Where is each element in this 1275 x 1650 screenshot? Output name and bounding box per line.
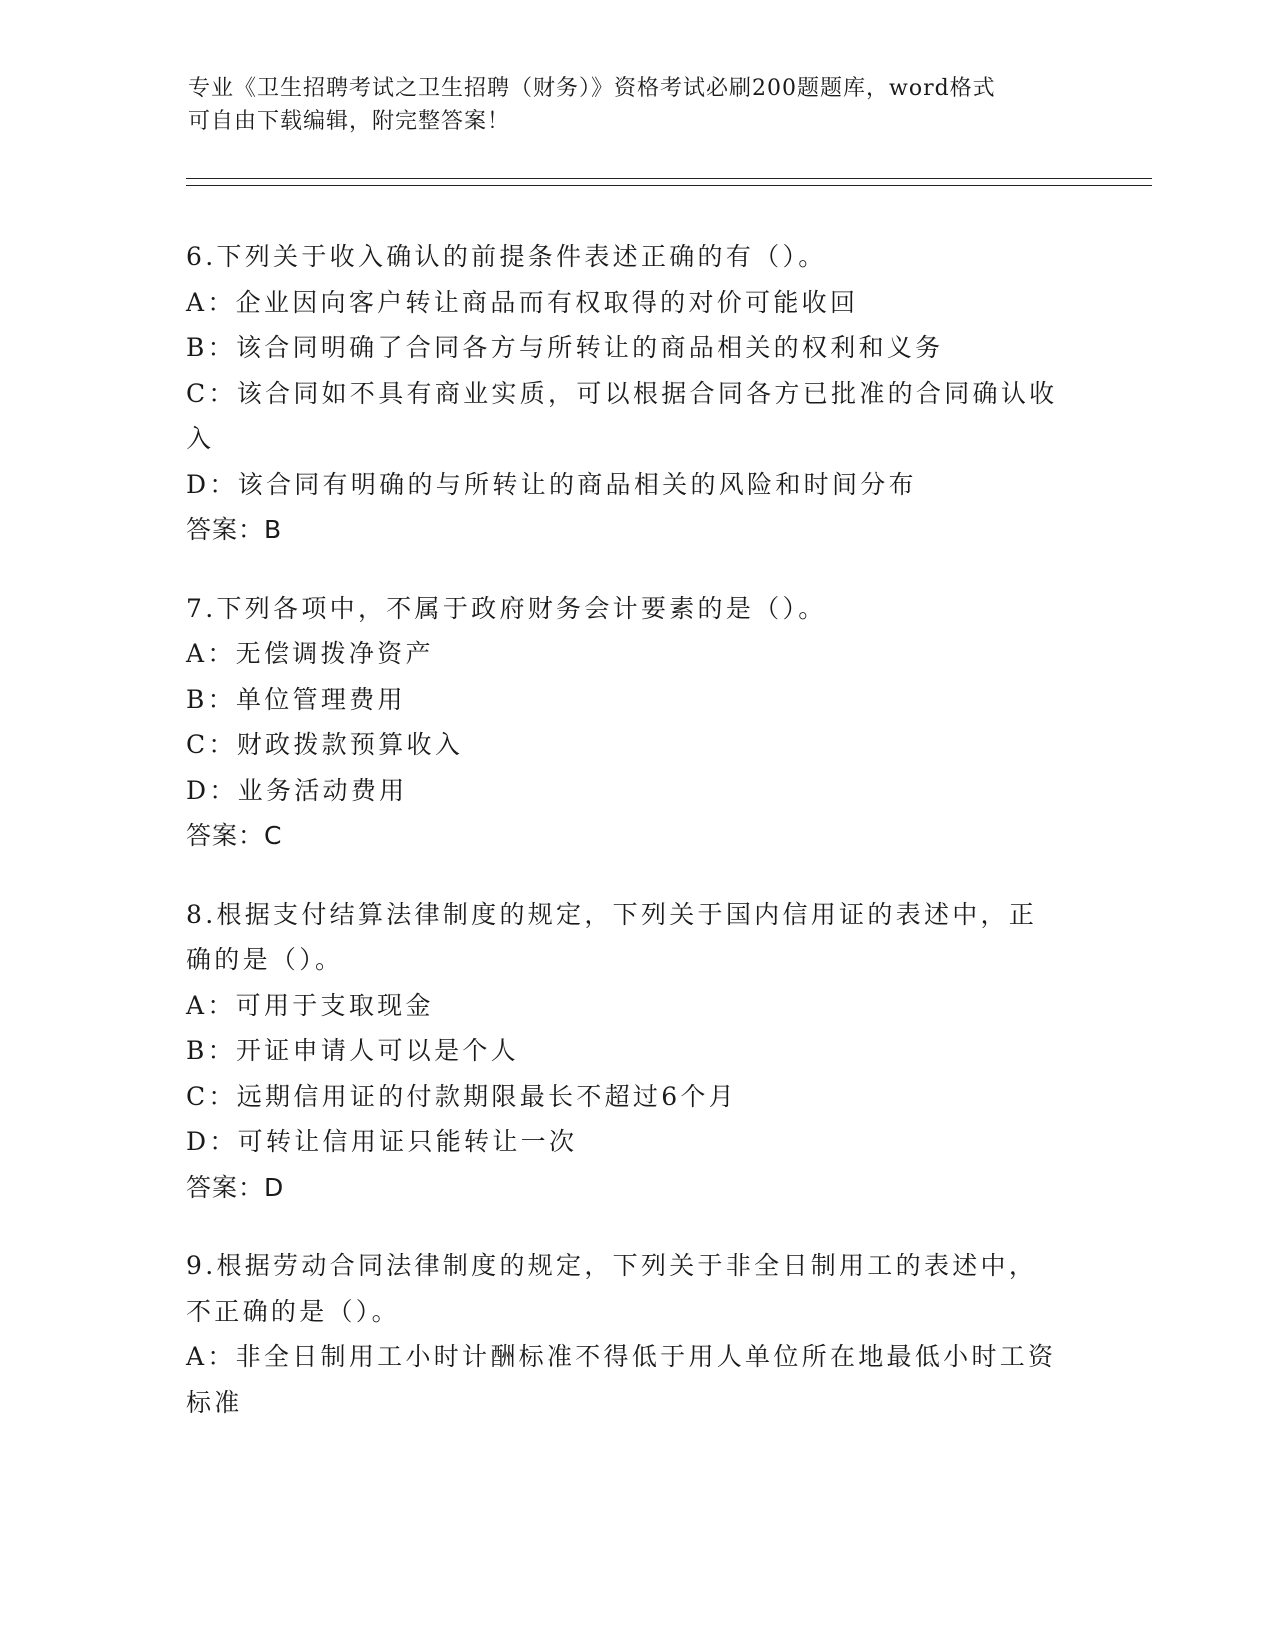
question-block <box>186 234 1086 553</box>
answer-option: 入 <box>186 424 215 453</box>
question-list <box>186 234 1086 1458</box>
answer-key: 答案：D <box>186 1172 285 1202</box>
answer-option: B：该合同明确了合同各方与所转让的商品相关的权利和义务 <box>186 333 944 362</box>
header-line-1: 专业《卫生招聘考试之卫生招聘（财务）》资格考试必刷200题题库，word格式 <box>188 76 996 101</box>
question-stem: 7.下列各项中，不属于政府财务会计要素的是（）。 <box>186 593 827 623</box>
header-line-2: 可自由下载编辑，附完整答案！ <box>188 109 511 134</box>
answer-option: 标准 <box>186 1387 243 1417</box>
answer-key: 答案：B <box>186 515 283 544</box>
answer-option: A：可用于支取现金 <box>186 990 434 1020</box>
header-double-rule <box>186 178 1152 186</box>
answer-option: A：企业因向客户转让商品而有权取得的对价可能收回 <box>186 287 859 317</box>
question-block <box>186 586 1086 859</box>
question-block <box>186 892 1086 1211</box>
answer-option: D：业务活动费用 <box>186 775 408 805</box>
answer-option: A：无偿调拨净资产 <box>186 639 434 668</box>
page-header <box>188 72 1068 138</box>
answer-option: C：远期信用证的付款期限最长不超过6个月 <box>186 1081 738 1111</box>
answer-option: D：该合同有明确的与所转让的商品相关的风险和时间分布 <box>186 469 917 499</box>
question-block <box>186 1243 1086 1425</box>
answer-option: D：可转让信用证只能转让一次 <box>186 1127 578 1156</box>
question-stem: 确的是（）。 <box>186 945 344 974</box>
answer-option: C：该合同如不具有商业实质，可以根据合同各方已批准的合同确认收 <box>186 378 1058 408</box>
answer-option: A：非全日制用工小时计酬标准不得低于用人单位所在地最低小时工资 <box>186 1342 1057 1371</box>
question-stem: 6.下列关于收入确认的前提条件表述正确的有（）。 <box>186 242 827 271</box>
question-stem: 8.根据支付结算法律制度的规定，下列关于国内信用证的表述中，正 <box>186 899 1038 929</box>
answer-key: 答案：C <box>186 821 283 850</box>
answer-option: B：单位管理费用 <box>186 684 406 714</box>
answer-option: C：财政拨款预算收入 <box>186 730 464 759</box>
question-stem: 不正确的是（）。 <box>186 1296 400 1326</box>
question-stem: 9.根据劳动合同法律制度的规定，下列关于非全日制用工的表述中， <box>186 1251 1038 1280</box>
answer-option: B：开证申请人可以是个人 <box>186 1036 519 1065</box>
